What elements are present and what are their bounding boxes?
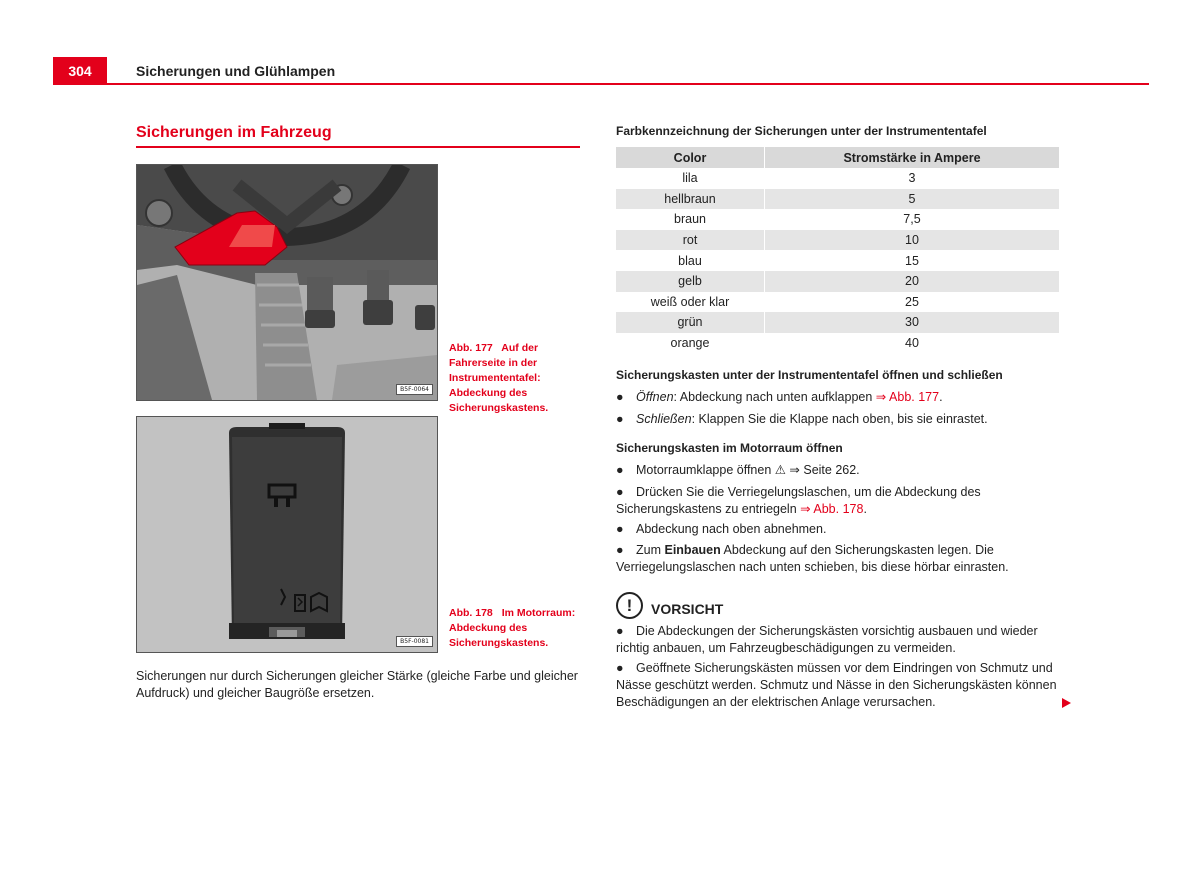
cell-color: blau <box>616 250 765 271</box>
bullet-dot: ● <box>616 463 624 477</box>
fuse-color-table <box>616 147 1059 353</box>
table-row <box>616 271 1059 292</box>
list-item <box>616 462 1060 479</box>
list-item <box>616 411 1060 428</box>
figure-code: B5F-0081 <box>396 636 433 647</box>
figure-caption <box>449 341 584 416</box>
bullet-dot: ● <box>616 543 624 557</box>
list-item: ● Drücken Sie die Verriegelungslaschen, um die Abdeckung des Sicherungskastens zu entriegeln ⇒ Abb. 178. <box>616 485 981 516</box>
table-row <box>616 333 1059 354</box>
cell-amperage: 40 <box>765 333 1060 354</box>
figure-label: Abb. 177 <box>449 342 493 354</box>
section-title: Sicherungen im Fahrzeug <box>136 124 332 141</box>
page-number: 304 <box>53 57 107 84</box>
section-rule <box>136 146 580 148</box>
table-row <box>616 312 1059 333</box>
cell-amperage: 20 <box>765 271 1060 292</box>
chapter-title: Sicherungen und Glühlampen <box>136 63 336 79</box>
cell-color: lila <box>616 168 765 189</box>
term: Öffnen <box>636 390 674 404</box>
table-title: Farbkennzeichnung der Sicherungen unter der Instrumententafel <box>616 124 987 138</box>
cell-amperage: 3 <box>765 168 1060 189</box>
bullet-dot: ● <box>616 522 624 536</box>
bullet-dot: ● <box>616 661 624 675</box>
figure-reference-link[interactable]: ⇒ Abb. 177 <box>875 390 940 404</box>
cell-color: grün <box>616 312 765 333</box>
list-item: ● Öffnen: Abdeckung nach unten aufklappen ⇒ Abb. 177. <box>616 390 943 404</box>
subheading-open-close: Sicherungskasten unter der Instrumententafel öffnen und schließen <box>616 368 1003 382</box>
fuse-box-illustration <box>137 417 437 652</box>
cell-color: weiß oder klar <box>616 292 765 313</box>
figure-caption-text: Auf der Fahrerseite in der Instrumententafel: Abdeckung des Sicherungskastens. <box>449 342 549 414</box>
list-item <box>616 521 1060 538</box>
list-item <box>616 542 1060 576</box>
cell-amperage: 5 <box>765 189 1060 210</box>
table-row <box>616 168 1059 189</box>
bullet-text: Abdeckung auf den Sicherungskasten legen. Die Verriegelungslaschen nach unten schieben, bis diese hörbar einrasten. <box>616 543 1009 574</box>
bullet-dot: ● <box>616 624 624 638</box>
figure-code: B5F-0064 <box>396 384 433 395</box>
bullet-text: : Abdeckung nach unten aufklappen <box>673 390 876 404</box>
table-header-row <box>616 147 1059 168</box>
header-rule <box>53 83 1149 85</box>
bullet-text: Abdeckung nach oben abnehmen. <box>636 522 827 536</box>
bullet-dot: ● <box>616 390 624 404</box>
list-item <box>616 623 1060 657</box>
bullet-text: Geöffnete Sicherungskästen müssen vor dem Eindringen von Schmutz und Nässe geschützt werden. Schmutz und Nässe in den Sicherungskästen können Beschädigungen an der elektrischen Anlage verursachen. <box>616 661 1057 709</box>
cell-amperage: 30 <box>765 312 1060 333</box>
cell-color: hellbraun <box>616 189 765 210</box>
cell-amperage: 7,5 <box>765 209 1060 230</box>
cell-color: braun <box>616 209 765 230</box>
term: Schließen <box>636 412 692 426</box>
cell-amperage: 10 <box>765 230 1060 251</box>
table-row <box>616 209 1059 230</box>
figure-engine-fuse-cover <box>136 416 438 653</box>
bullet-dot: ● <box>616 485 624 499</box>
column-header-color: Color <box>616 147 765 168</box>
table-row <box>616 250 1059 271</box>
bold-term: Einbauen <box>664 543 721 557</box>
figure-caption <box>449 606 584 651</box>
body-paragraph: Sicherungen nur durch Sicherungen gleicher Stärke (gleiche Farbe und gleicher Aufdruck) und gleicher Baugröße ersetzen. <box>136 669 578 700</box>
bullet-text: Zum <box>636 543 665 557</box>
continue-arrow-icon[interactable] <box>1062 698 1071 708</box>
figure-caption-text: Im Motorraum: Abdeckung des Sicherungskastens. <box>449 607 576 649</box>
table-row <box>616 189 1059 210</box>
subheading-engine-fusebox: Sicherungskasten im Motorraum öffnen <box>616 441 843 455</box>
bullet-text: Drücken Sie die Verriegelungslaschen, um die Abdeckung des Sicherungskastens zu entriegeln <box>616 485 981 516</box>
bullet-text: Motorraumklappe öffnen ⚠ ⇒ Seite 262. <box>636 463 860 477</box>
cell-amperage: 15 <box>765 250 1060 271</box>
bullet-text: : Klappen Sie die Klappe nach oben, bis sie einrastet. <box>691 412 988 426</box>
figure-label: Abb. 178 <box>449 607 493 619</box>
table-row <box>616 292 1059 313</box>
dashboard-illustration <box>137 165 437 400</box>
cell-color: rot <box>616 230 765 251</box>
table-row <box>616 230 1059 251</box>
bullet-text: Die Abdeckungen der Sicherungskästen vorsichtig ausbauen und wieder richtig anbauen, um Fahrzeugbeschädigungen zu vermeiden. <box>616 624 1038 655</box>
figure-reference-link[interactable]: ⇒ Abb. 178 <box>800 502 864 516</box>
warning-icon: ! <box>616 592 643 619</box>
column-header-amperage: Stromstärke in Ampere <box>765 147 1060 168</box>
list-item <box>616 660 1060 711</box>
bullet-dot: ● <box>616 412 624 426</box>
warning-title: VORSICHT <box>651 601 724 617</box>
figure-dashboard-fuse-cover <box>136 164 438 401</box>
cell-amperage: 25 <box>765 292 1060 313</box>
cell-color: orange <box>616 333 765 354</box>
cell-color: gelb <box>616 271 765 292</box>
